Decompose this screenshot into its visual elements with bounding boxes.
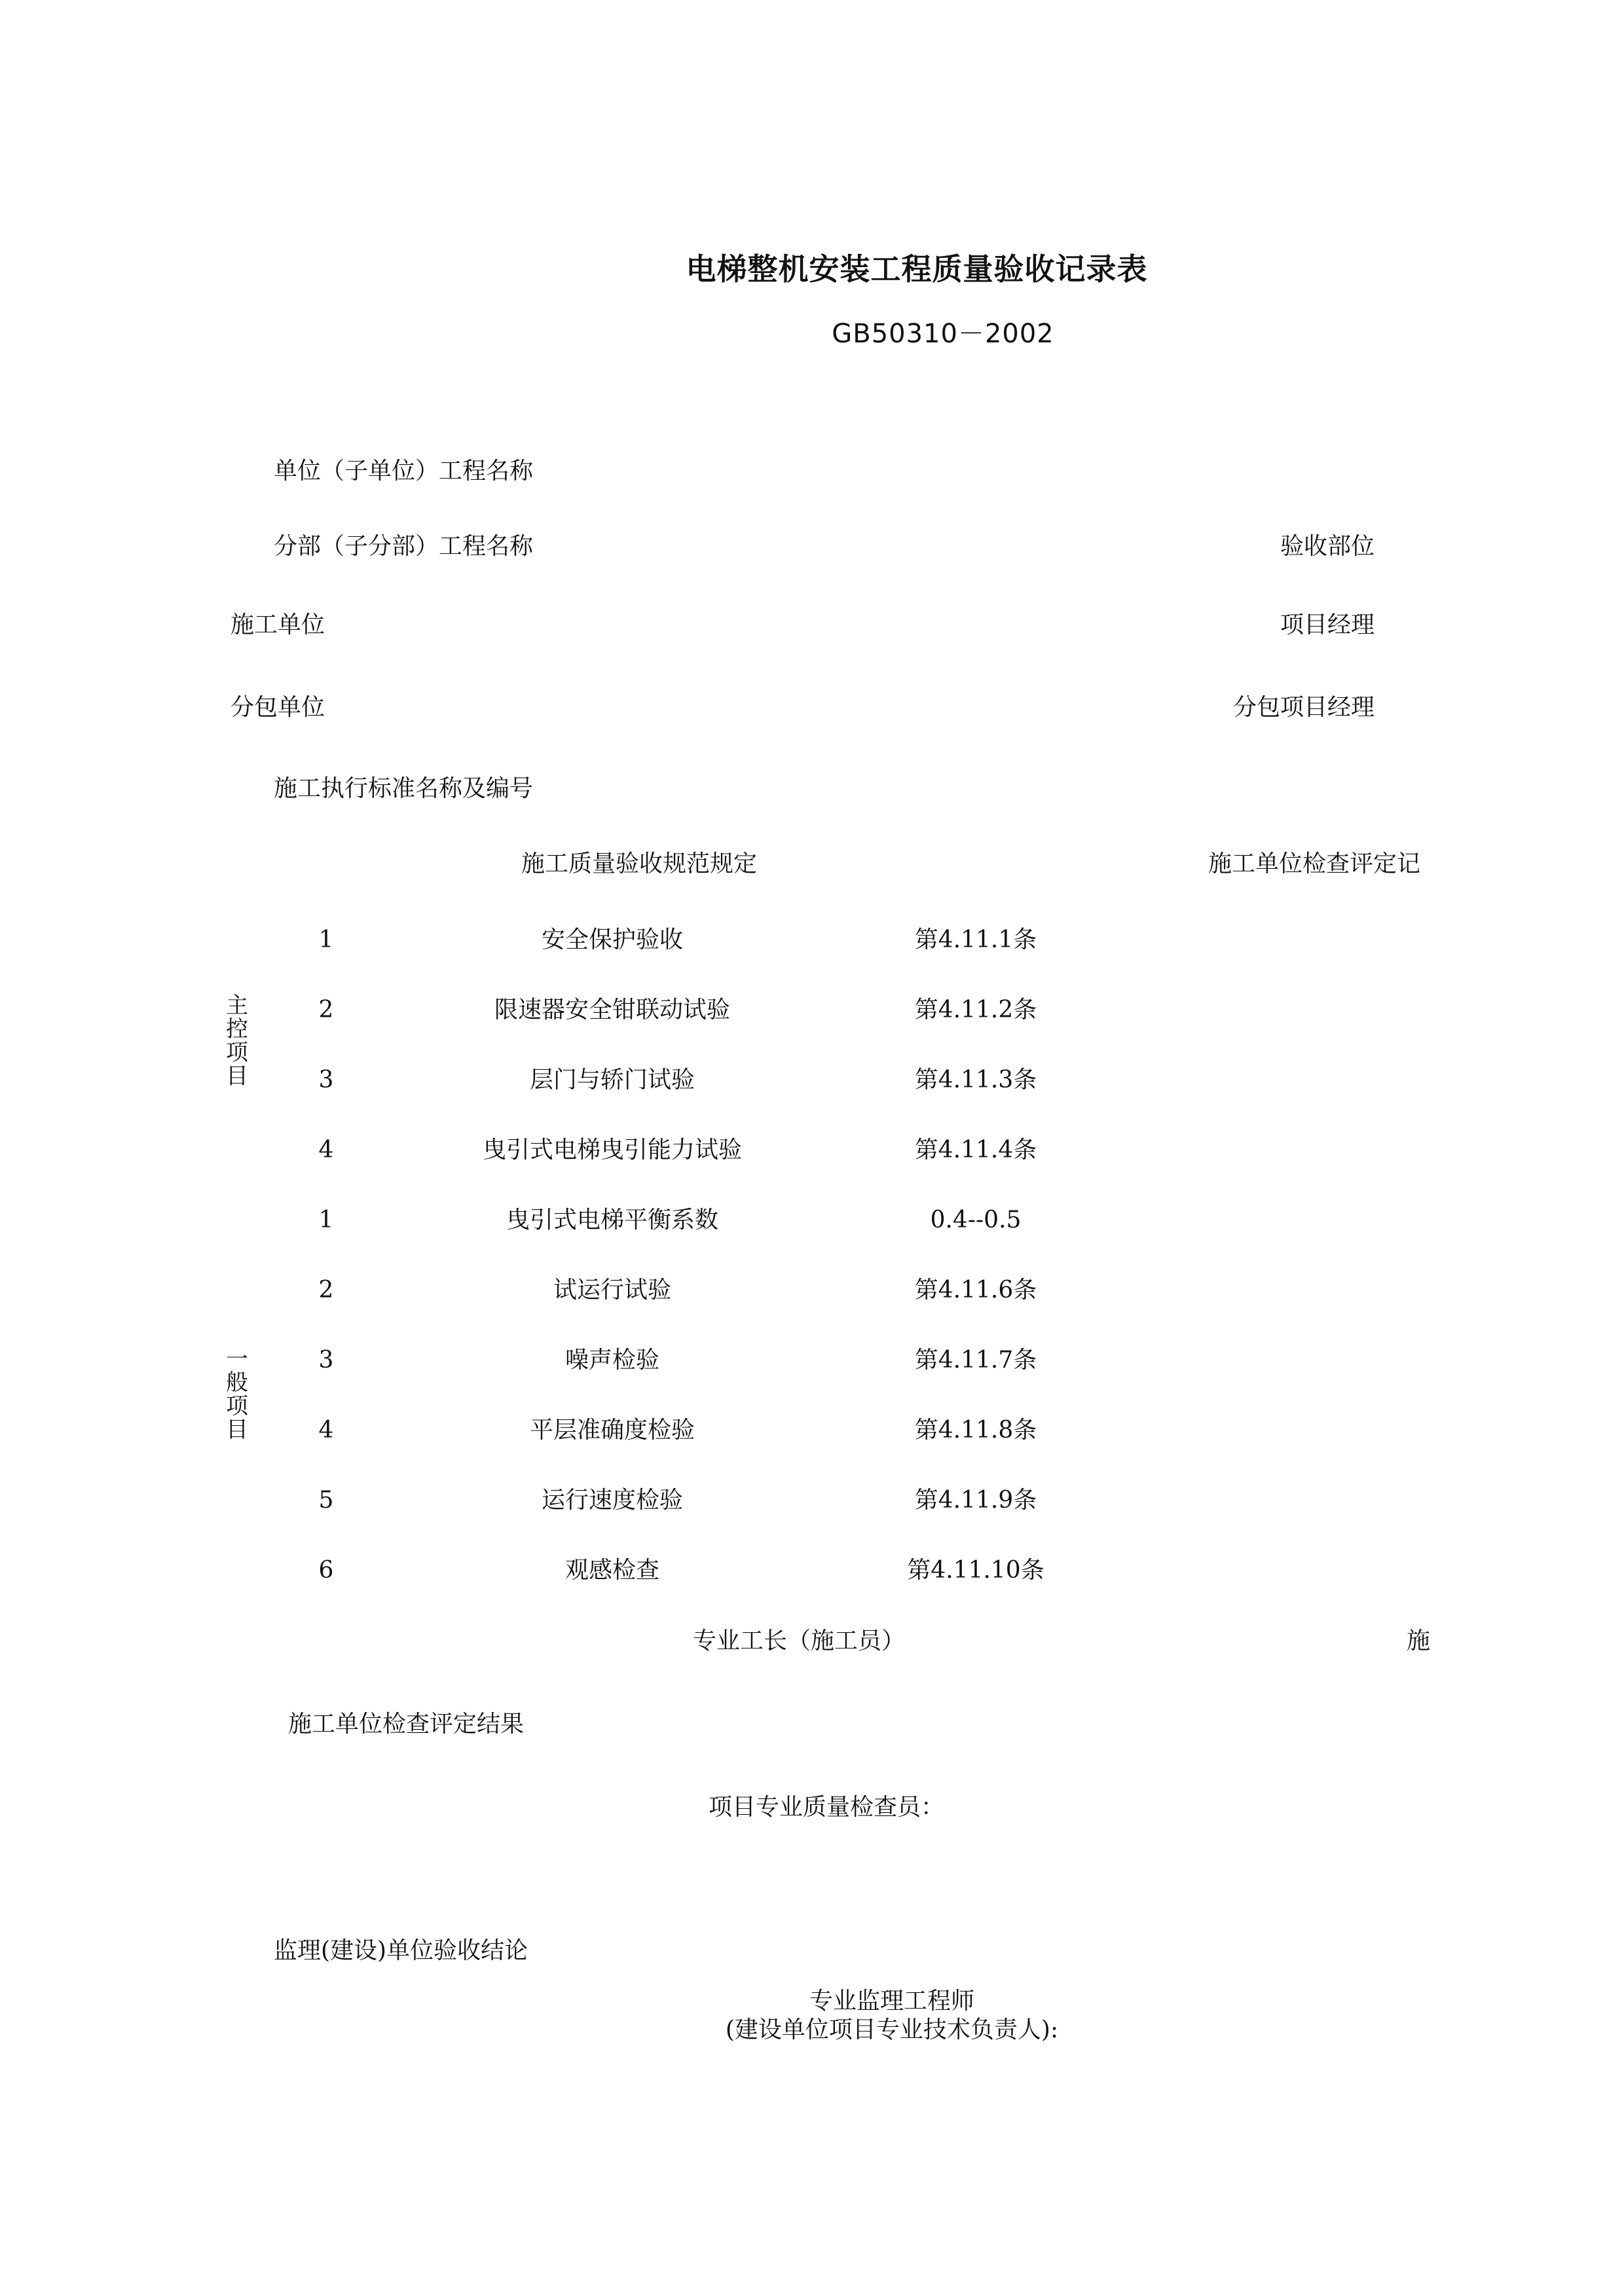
general-item-name: 噪声检验 [564, 1347, 660, 1374]
subcontract-unit-label: 分包单位 [231, 694, 325, 721]
supervision-engineer-note: (建设单位项目专业技术负责人): [725, 2016, 1059, 2043]
main-item-clause: 第4.11.4条 [914, 1137, 1037, 1163]
sub-project-name-label: 分部（子分部）工程名称 [274, 533, 534, 560]
general-item-no: 5 [318, 1487, 334, 1514]
project-manager-label: 项目经理 [1280, 611, 1375, 638]
execution-standard-label: 施工执行标准名称及编号 [274, 775, 534, 802]
general-item-no: 6 [318, 1557, 334, 1584]
main-item-name: 安全保护验收 [541, 926, 684, 953]
foreman-label: 专业工长（施工员） [692, 1628, 906, 1654]
general-item-clause: 第4.11.6条 [914, 1277, 1037, 1303]
main-item-clause: 第4.11.1条 [914, 926, 1037, 953]
general-item-name: 曳引式电梯平衡系数 [506, 1207, 719, 1233]
main-item-no: 1 [318, 926, 334, 953]
general-item-no: 1 [318, 1207, 334, 1233]
general-item-clause: 第4.11.8条 [914, 1417, 1037, 1444]
general-item-clause: 第4.11.10条 [907, 1557, 1044, 1584]
general-item-name: 平层准确度检验 [529, 1417, 695, 1444]
general-item-clause: 0.4--0.5 [930, 1207, 1022, 1233]
quality-inspector-label: 项目专业质量检查员： [709, 1794, 945, 1821]
general-item-no: 2 [318, 1277, 334, 1303]
subcontract-manager-label: 分包项目经理 [1233, 694, 1375, 721]
main-item-name: 限速器安全钳联动试验 [494, 996, 731, 1023]
supervision-conclusion-label: 监理(建设)单位验收结论 [274, 1937, 528, 1964]
general-item-no: 4 [318, 1417, 334, 1444]
spec-header: 施工质量验收规范规定 [521, 850, 758, 877]
main-item-name: 层门与轿门试验 [529, 1066, 695, 1093]
main-item-clause: 第4.11.3条 [914, 1066, 1037, 1093]
main-group-label: 主控项目 [226, 993, 248, 1089]
acceptance-part-label: 验收部位 [1280, 533, 1375, 560]
main-item-no: 2 [318, 996, 334, 1023]
standard-code: GB50310－2002 [832, 319, 1054, 349]
general-item-clause: 第4.11.7条 [914, 1347, 1037, 1374]
foreman-right-fragment: 施 [1407, 1628, 1431, 1654]
construction-unit-label: 施工单位 [231, 611, 325, 638]
main-item-name: 曳引式电梯曳引能力试验 [482, 1137, 743, 1163]
general-item-name: 运行速度检验 [541, 1487, 684, 1514]
unit-project-name-label: 单位（子单位）工程名称 [274, 458, 534, 484]
main-item-no: 4 [318, 1137, 334, 1163]
main-item-clause: 第4.11.2条 [914, 996, 1037, 1023]
general-item-clause: 第4.11.9条 [914, 1487, 1037, 1514]
general-item-no: 3 [318, 1347, 334, 1374]
page-title: 电梯整机安装工程质量验收记录表 [686, 251, 1148, 287]
eval-header: 施工单位检查评定记 [1208, 850, 1421, 877]
general-item-name: 观感检查 [564, 1557, 660, 1584]
general-item-name: 试运行试验 [553, 1277, 672, 1303]
supervision-engineer-label: 专业监理工程师 [809, 1988, 975, 2014]
construction-result-label: 施工单位检查评定结果 [288, 1711, 525, 1738]
general-group-label: 一般项目 [226, 1346, 248, 1443]
main-item-no: 3 [318, 1066, 334, 1093]
